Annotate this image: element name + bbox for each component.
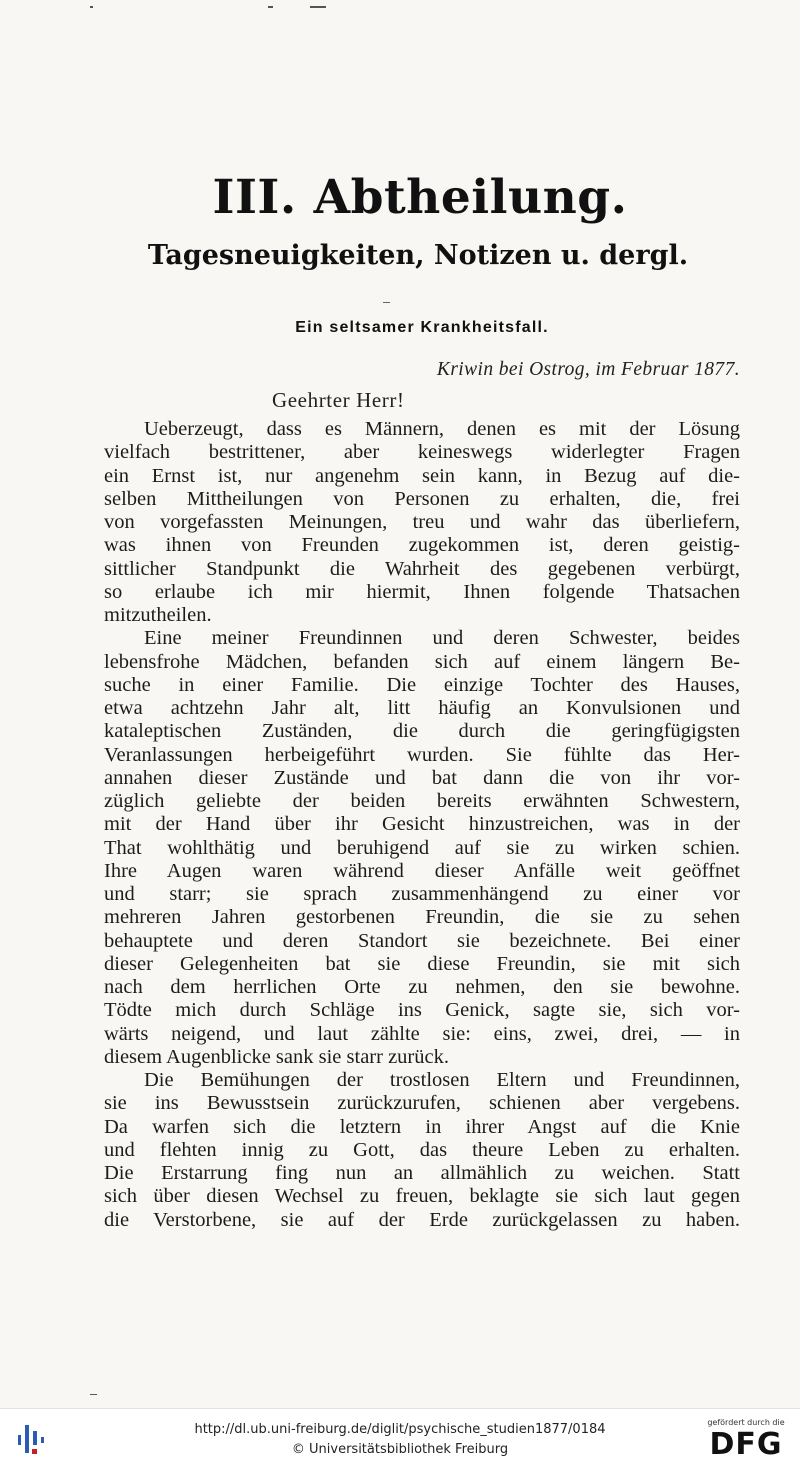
dfg-caption: gefördert durch die: [707, 1418, 785, 1427]
text-line: Tödte mich durch Schläge ins Genick, sagte sie, sich vor-: [104, 999, 740, 1022]
text-line: so erlaube ich mir hiermit, Ihnen folgende Thatsachen: [104, 580, 740, 603]
article-body: [104, 418, 740, 1232]
section-subtitle: Tagesneuigkeiten, Notizen u. dergl.: [147, 240, 689, 271]
text-line: suche in einer Familie. Die einzige Tochter des Hauses,: [104, 673, 740, 696]
text-line: annahen dieser Zustände und bat dann die von ihr vor-: [104, 766, 740, 789]
text-line: mit der Hand über ihr Gesicht hinzustreichen, was in der: [104, 813, 740, 836]
text-line: Eine meiner Freundinnen und deren Schwester, beides: [144, 627, 740, 650]
text-line: Die Erstarrung fing nun an allmählich zu weichen. Statt: [104, 1162, 740, 1184]
text-line: vielfach bestrittener, aber keineswegs widerlegter Fragen: [104, 441, 740, 464]
copyright-notice: © Universitätsbibliothek Freiburg: [291, 1442, 509, 1457]
text-line: die Verstorbene, sie auf der Erde zurückgelassen zu haben.: [104, 1208, 740, 1231]
scan-speck: [90, 6, 93, 8]
text-line: kataleptischen Zuständen, die durch die geringfügigsten: [104, 720, 740, 743]
scan-speck: [268, 6, 273, 8]
text-line: und starr; sie sprach zusammenhängend zu einer vor: [104, 883, 740, 905]
text-line: züglich geliebte der beiden bereits erwähnten Schwestern,: [104, 790, 740, 812]
source-url-link[interactable]: http://dl.ub.uni-freiburg.de/diglit/psychische_studien1877/0184: [194, 1422, 606, 1437]
text-line: diesem Augenblicke sank sie starr zurück.: [104, 1045, 449, 1068]
text-line: That wohlthätig und beruhigend auf sie zu wirken schien.: [104, 836, 740, 859]
section-title: III. Abtheilung.: [212, 170, 628, 225]
dateline: Kriwin bei Ostrog, im Februar 1877.: [436, 359, 740, 380]
scan-mark: [90, 1394, 97, 1395]
ub-freiburg-logo-icon: [12, 1419, 52, 1457]
text-line: ein Ernst ist, nur angenehm sein kann, in Bezug auf die-: [104, 464, 740, 487]
text-line: etwa achtzehn Jahr alt, litt häufig an Konvulsionen und: [104, 697, 740, 719]
dfg-logo: DFG: [709, 1427, 783, 1462]
text-line: und flehten innig zu Gott, das theure Leben zu erhalten.: [104, 1138, 740, 1161]
viewer-footer: [0, 1408, 800, 1466]
text-line: von vorgefassten Meinungen, treu und wahr das überliefern,: [104, 511, 740, 533]
text-line: Ihre Augen waren während dieser Anfälle weit geöffnet: [104, 859, 740, 882]
text-line: nach dem herrlichen Orte zu nehmen, den sie bewohne.: [104, 976, 740, 998]
separator-rule: [383, 302, 390, 303]
text-line: sie ins Bewusstsein zurückzurufen, schienen aber vergebens.: [104, 1092, 740, 1115]
text-line: mitzutheilen.: [104, 604, 212, 626]
text-line: Ueberzeugt, dass es Männern, denen es mit der Lösung: [144, 418, 740, 440]
text-line: behauptete und deren Standort sie bezeichnete. Bei einer: [104, 929, 740, 952]
text-line: Veranlassungen herbeigeführt wurden. Sie fühlte das Her-: [104, 743, 740, 766]
text-line: wärts neigend, und laut zählte sie: eins, zwei, drei, — in: [104, 1022, 740, 1045]
text-line: sittlicher Standpunkt die Wahrheit des gegebenen verbürgt,: [104, 557, 740, 580]
text-line: dieser Gelegenheiten bat sie diese Freundin, sie mit sich: [104, 952, 740, 975]
text-line: sich über diesen Wechsel zu freuen, beklagte sie sich laut gegen: [104, 1185, 740, 1208]
text-line: was ihnen von Freunden zugekommen ist, deren geistig-: [104, 534, 740, 557]
text-line: Da warfen sich die letztern in ihrer Angst auf die Knie: [104, 1115, 740, 1138]
text-line: lebensfrohe Mädchen, befanden sich auf einem längern Be-: [104, 650, 740, 673]
text-line: selben Mittheilungen von Personen zu erhalten, die, frei: [104, 487, 740, 510]
scan-specks: [0, 6, 800, 16]
article-title: Ein seltsamer Krankheitsfall.: [295, 319, 549, 336]
salutation: Geehrter Herr!: [272, 388, 405, 412]
text-line: mehreren Jahren gestorbenen Freundin, die sie zu sehen: [104, 906, 740, 929]
text-line: Die Bemühungen der trostlosen Eltern und Freundinnen,: [144, 1069, 740, 1091]
scan-speck: [310, 6, 326, 8]
